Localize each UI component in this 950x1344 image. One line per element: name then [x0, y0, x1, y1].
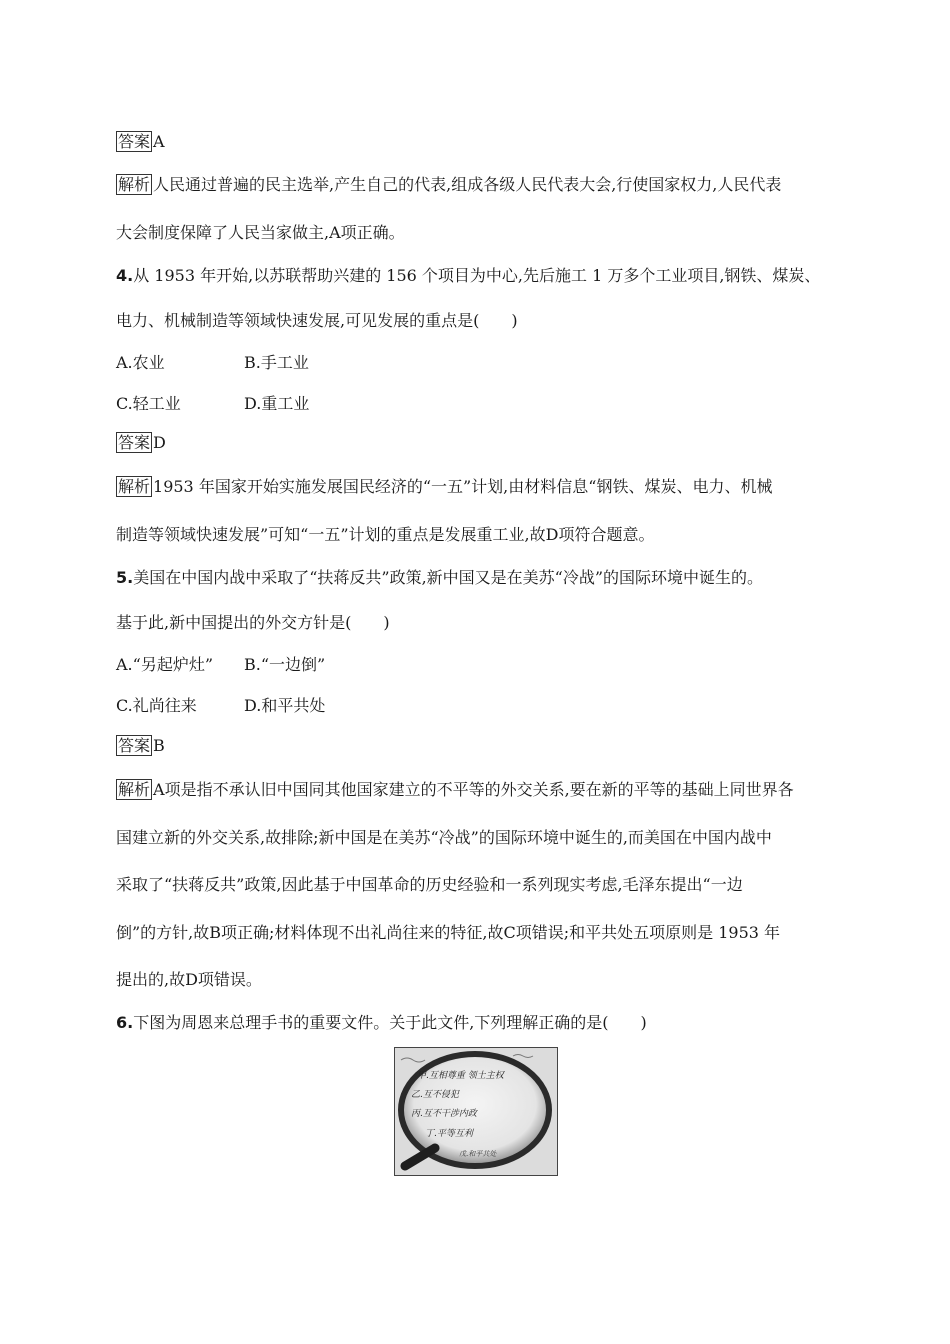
q3-analysis-line-2: 大会制度保障了人民当家做主,A项正确。	[116, 223, 405, 242]
q5-option-d[interactable]: D.和平共处	[244, 696, 326, 715]
q3-answer-line	[116, 131, 165, 153]
q4-analysis-line-1	[116, 476, 772, 498]
handwriting-line-4: 丁.平等互利	[425, 1129, 473, 1139]
handwriting-line-1: 甲.互相尊重 领土主权	[417, 1071, 504, 1081]
answer-tag: 答案	[118, 132, 151, 151]
q4-options-row-1	[116, 352, 309, 374]
q4-options-row-2	[116, 393, 309, 415]
q4-option-d[interactable]: D.重工业	[244, 394, 310, 413]
handwritten-document-photo	[394, 1047, 558, 1176]
q5-analysis-line-4: 倒”的方针,故B项正确;材料体现不出礼尚往来的特征,故C项错误;和平共处五项原则是 1953 年	[116, 923, 781, 942]
handwriting-line-2: 乙.互不侵犯	[411, 1090, 459, 1100]
analysis-tag: 解析	[118, 780, 151, 799]
q4-stem-text: 从 1953 年开始,以苏联帮助兴建的 156 个项目为中心,先后施工 1 万多个工业项目,钢铁、煤炭、	[133, 266, 821, 285]
q5-number: 5.	[116, 568, 134, 587]
q6-number: 6.	[116, 1013, 134, 1032]
q5-stem-text: 美国在中国内战中采取了“扶蒋反共”政策,新中国又是在美苏“冷战”的国际环境中诞生的。	[133, 568, 764, 587]
handwriting-line-3: 丙.互不干涉内政	[411, 1109, 477, 1119]
q4-stem-line-2: 电力、机械制造等领域快速发展,可见发展的重点是( )	[116, 311, 518, 330]
q5-analysis-line-2: 国建立新的外交关系,故排除;新中国是在美苏“冷战”的国际环境中诞生的,而美国在中国内战中	[116, 828, 772, 847]
q4-stem-line-1	[116, 265, 820, 287]
q3-analysis-text: 人民通过普遍的民主选举,产生自己的代表,组成各级人民代表大会,行使国家权力,人民代表	[153, 175, 782, 194]
q5-option-b[interactable]: B.“一边倒”	[244, 655, 326, 674]
q5-option-c[interactable]: C.礼尚往来	[116, 696, 197, 715]
q5-answer: B	[153, 736, 165, 755]
q4-answer: D	[153, 433, 166, 452]
q4-answer-line	[116, 432, 166, 454]
answer-tag: 答案	[118, 433, 151, 452]
q5-stem-line-2: 基于此,新中国提出的外交方针是( )	[116, 613, 390, 632]
q6-stem-line	[116, 1012, 647, 1034]
q5-analysis-line-1	[116, 779, 794, 801]
handwriting-line-5: 戊.和平共处	[459, 1150, 497, 1158]
q5-analysis-line-5: 提出的,故D项错误。	[116, 970, 262, 989]
analysis-tag: 解析	[118, 175, 151, 194]
q3-answer: A	[153, 132, 165, 151]
q4-option-c[interactable]: C.轻工业	[116, 394, 181, 413]
q5-options-row-1	[116, 654, 325, 676]
q5-analysis-text: A项是指不承认旧中国同其他国家建立的不平等的外交关系,要在新的平等的基础上同世界各	[153, 780, 794, 799]
q4-analysis-line-2: 制造等领域快速发展”可知“一五”计划的重点是发展重工业,故D项符合题意。	[116, 525, 655, 544]
q4-number: 4.	[116, 266, 134, 285]
q5-analysis-line-3: 采取了“扶蒋反共”政策,因此基于中国革命的历史经验和一系列现实考虑,毛泽东提出“一边	[116, 875, 743, 894]
q5-stem-line-1	[116, 567, 763, 589]
q5-answer-line	[116, 735, 165, 757]
analysis-tag: 解析	[118, 477, 151, 496]
magnifier-photo-svg	[395, 1048, 557, 1175]
q4-analysis-text: 1953 年国家开始实施发展国民经济的“一五”计划,由材料信息“钢铁、煤炭、电力、机械	[153, 477, 773, 496]
q3-analysis-line-1	[116, 174, 781, 196]
q6-stem-text: 下图为周恩来总理手书的重要文件。关于此文件,下列理解正确的是( )	[133, 1013, 647, 1032]
answer-tag: 答案	[118, 736, 151, 755]
q4-option-a[interactable]: A.农业	[116, 353, 165, 372]
q5-option-a[interactable]: A.“另起炉灶”	[116, 655, 214, 674]
q5-options-row-2	[116, 695, 325, 717]
q4-option-b[interactable]: B.手工业	[244, 353, 309, 372]
